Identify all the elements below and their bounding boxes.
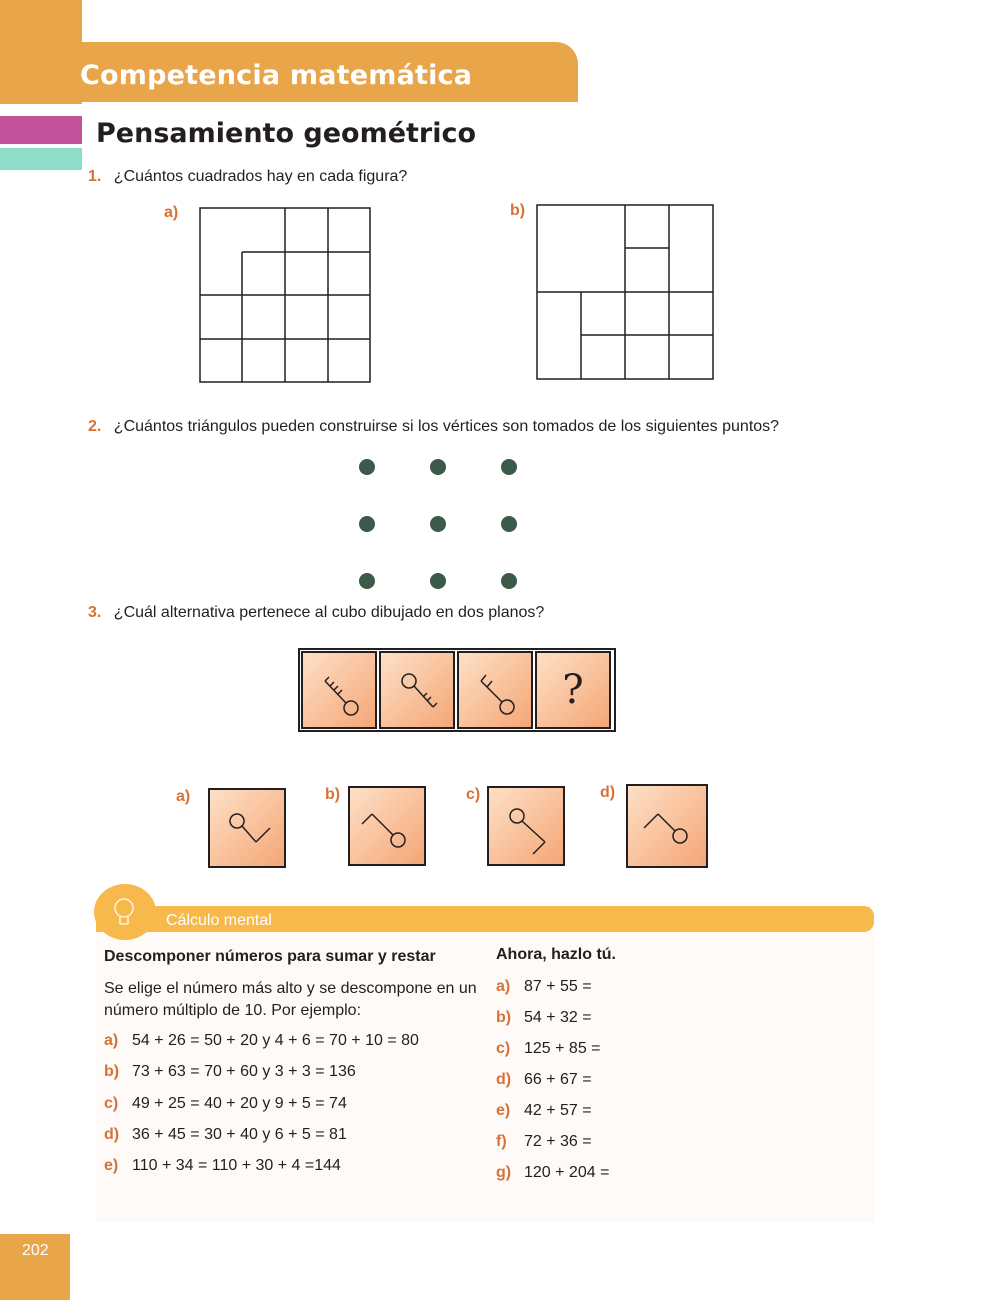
example-label: c) [104,1095,119,1112]
net-face-3 [457,651,533,729]
practice-row [496,1102,592,1120]
grid-dot [359,516,375,532]
grid-dot [430,516,446,532]
example-label: e) [104,1157,119,1174]
practice-row [496,978,592,996]
square-figure-b [534,202,718,384]
example-row [104,1157,341,1175]
question-number: 3. [88,604,102,621]
question-number: 2. [88,418,102,435]
example-label: d) [104,1126,120,1143]
example-row [104,1032,419,1050]
practice-expression: 54 + 32 = [524,1009,592,1026]
example-label: a) [104,1032,119,1049]
practice-row [496,1164,609,1182]
net-face-2 [379,651,455,729]
practice-label: f) [496,1133,507,1150]
example-expression: 36 + 45 = 30 + 40 y 6 + 5 = 81 [132,1126,347,1143]
practice-label: c) [496,1040,511,1057]
practice-row [496,1133,592,1151]
option-a-label: a) [176,788,191,805]
figure-b-label: b) [510,202,526,219]
option-b-box[interactable] [348,786,426,866]
practice-expression: 72 + 36 = [524,1133,592,1150]
practice-expression: 66 + 67 = [524,1071,592,1088]
question-mark: ? [562,667,584,713]
figure-a-label: a) [164,204,179,221]
calc-explanation: Se elige el número más alto y se descompone en un número múltiplo de 10. Por ejemplo: [104,980,477,1019]
square-figure-a [196,204,376,388]
lightbulb-badge [94,884,156,940]
header-band [0,0,82,104]
question-text: ¿Cuál alternativa pertenece al cubo dibujado en dos planos? [113,604,545,621]
practice-expression: 120 + 204 = [524,1164,610,1181]
grid-dot [501,516,517,532]
option-d-label: d) [600,784,616,801]
example-row [104,1063,356,1081]
question-1 [88,168,407,186]
key-symbol-icon [628,786,706,866]
question-text: ¿Cuántos cuadrados hay en cada figura? [113,168,408,185]
question-3 [88,604,544,622]
practice-row [496,1040,601,1058]
example-label: b) [104,1063,120,1080]
option-c-box[interactable] [487,786,565,866]
practice-label: b) [496,1009,512,1026]
mental-calc-title: Cálculo mental [166,912,272,929]
example-expression: 110 + 34 = 110 + 30 + 4 =144 [132,1157,341,1174]
lightbulb-icon [94,884,156,940]
net-face-unknown [535,651,611,729]
key-symbol-icon [303,653,375,727]
practice-heading: Ahora, hazlo tú. [496,946,616,963]
key-symbol-icon [350,788,424,864]
grid-dot [430,573,446,589]
practice-label: d) [496,1071,512,1088]
practice-expression: 42 + 57 = [524,1102,592,1119]
grid-dot [359,573,375,589]
decorative-stripe-mint [0,148,82,170]
practice-label: a) [496,978,511,995]
option-b-label: b) [325,786,341,803]
key-symbol-icon [489,788,563,864]
example-expression: 73 + 63 = 70 + 60 y 3 + 3 = 136 [132,1063,356,1080]
practice-expression: 125 + 85 = [524,1040,601,1057]
grid-dot [501,573,517,589]
practice-expression: 87 + 55 = [524,978,592,995]
option-a-box[interactable] [208,788,286,868]
calc-heading: Descomponer números para sumar y restar [104,948,436,965]
option-d-box[interactable] [626,784,708,868]
key-symbol-icon [210,790,284,866]
question-number: 1. [88,168,102,185]
grid-dot [359,459,375,475]
practice-row [496,1071,592,1089]
section-title: Pensamiento geométrico [96,118,477,149]
page-number: 202 [22,1242,49,1259]
practice-label: g) [496,1164,512,1181]
question-2 [88,418,779,436]
example-row [104,1095,347,1113]
question-text: ¿Cuántos triángulos pueden construirse si los vértices son tomados de los siguientes puntos? [113,418,780,435]
practice-label: e) [496,1102,511,1119]
example-expression: 54 + 26 = 50 + 20 y 4 + 6 = 70 + 10 = 80 [132,1032,419,1049]
page-header-title: Competencia matemática [80,60,473,91]
example-row [104,1126,347,1144]
practice-row [496,1009,592,1027]
example-expression: 49 + 25 = 40 + 20 y 9 + 5 = 74 [132,1095,347,1112]
key-symbol-icon [459,653,531,727]
net-face-1 [301,651,377,729]
option-c-label: c) [466,786,481,803]
key-symbol-icon [381,653,453,727]
grid-dot [501,459,517,475]
grid-dot [430,459,446,475]
decorative-stripe-pink [0,116,82,144]
